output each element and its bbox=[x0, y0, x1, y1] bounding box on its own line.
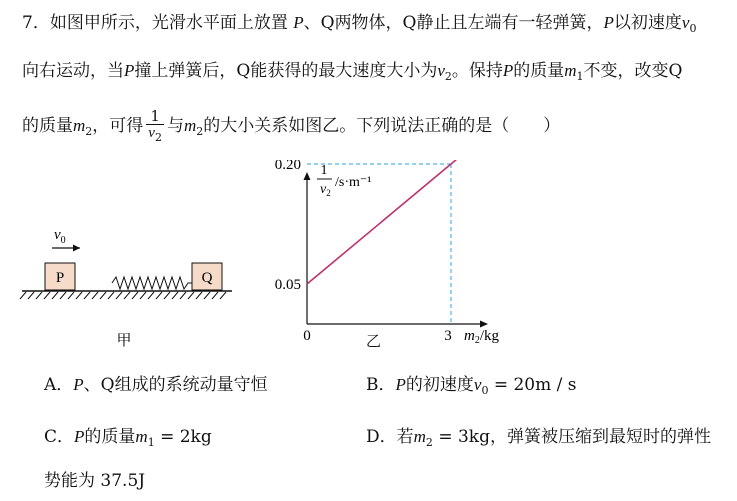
hatch-mark bbox=[188, 292, 194, 299]
question-number: 7． bbox=[22, 13, 50, 33]
hatch-mark bbox=[52, 292, 58, 299]
ground-hatching bbox=[20, 292, 226, 299]
hatch-mark bbox=[28, 292, 34, 299]
hatch-mark bbox=[108, 292, 114, 299]
hatch-mark bbox=[156, 292, 162, 299]
option-d[interactable]: D．若$m_2 = 3kg$，弹簧被压缩到最短时的弹性 bbox=[366, 427, 711, 449]
figure-yi-chart bbox=[264, 160, 514, 350]
hatch-mark bbox=[76, 292, 82, 299]
option-b[interactable]: B．P的初速度$v_0 = 20m / s$ bbox=[366, 375, 577, 397]
block-q-label: Q bbox=[201, 270, 213, 286]
svg-text:1: 1 bbox=[320, 163, 328, 178]
hatch-mark bbox=[204, 292, 210, 299]
y-axis-arrowhead bbox=[304, 172, 311, 180]
hatch-mark bbox=[132, 292, 138, 299]
hatch-mark bbox=[20, 292, 26, 299]
tick-label-y-low: 0.05 bbox=[274, 277, 301, 293]
hatch-mark bbox=[140, 292, 146, 299]
hatch-mark bbox=[36, 292, 42, 299]
hatch-mark bbox=[164, 292, 170, 299]
hatch-mark bbox=[172, 292, 178, 299]
option-d-continued: 势能为 37.5J bbox=[44, 471, 146, 491]
hatch-mark bbox=[124, 292, 130, 299]
hatch-mark bbox=[220, 292, 226, 299]
question-line-2: 向右运动，当P撞上弹簧后，Q能获得的最大速度大小为$v_2$。保持P的质量$m_1$不变，改变Q bbox=[22, 61, 683, 83]
hatch-mark bbox=[100, 292, 106, 299]
hatch-mark bbox=[84, 292, 90, 299]
hatch-mark bbox=[68, 292, 74, 299]
figure-jia bbox=[14, 215, 254, 355]
question-line-3: 的质量$m_2$，可得 $\frac{1}{v_2}$ 与$m_2$的大小关系如图乙。下列说法正确的是（ ） bbox=[22, 106, 561, 144]
origin-label: 0 bbox=[303, 328, 311, 344]
caption-yi: 乙 bbox=[366, 332, 382, 350]
question-line-1: 7．如图甲所示，光滑水平面上放置 P、Q两物体，Q静止且左端有一轻弹簧，P以初速度$v_0$ bbox=[22, 13, 697, 35]
option-c[interactable]: C．P的质量$m_1 = 2kg$ bbox=[44, 427, 212, 449]
y-axis-label bbox=[317, 163, 371, 198]
hatch-mark bbox=[196, 292, 202, 299]
hatch-mark bbox=[116, 292, 122, 299]
spring-icon bbox=[112, 277, 192, 289]
hatch-mark bbox=[92, 292, 98, 299]
hatch-mark bbox=[148, 292, 154, 299]
hatch-mark bbox=[60, 292, 66, 299]
x-axis-label: $m_2/kg$ bbox=[464, 328, 500, 346]
block-p-label: P bbox=[55, 270, 65, 286]
x-axis-arrowhead bbox=[480, 321, 488, 328]
caption-jia: 甲 bbox=[116, 333, 132, 349]
fraction-1-over-v2: $\frac{1}{v_2}$ bbox=[148, 106, 162, 144]
tick-label-x: 3 bbox=[444, 328, 452, 344]
option-a[interactable]: A．P、Q组成的系统动量守恒 bbox=[44, 375, 268, 395]
hatch-mark bbox=[180, 292, 186, 299]
svg-text:/s·m⁻¹: /s·m⁻¹ bbox=[335, 175, 372, 190]
hatch-mark bbox=[44, 292, 50, 299]
hatch-mark bbox=[212, 292, 218, 299]
tick-label-y-high: 0.20 bbox=[274, 160, 301, 173]
velocity-label: $v_0$ bbox=[54, 227, 66, 246]
svg-text:v2: $v_2$ bbox=[320, 182, 331, 198]
velocity-arrowhead bbox=[73, 245, 80, 252]
